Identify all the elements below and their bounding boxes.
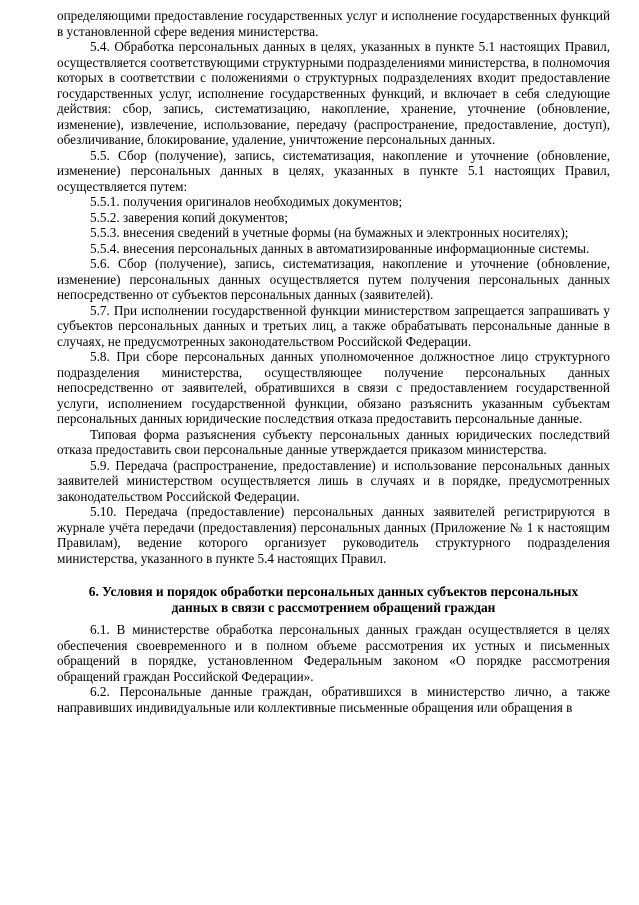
section-6-heading [57,584,610,616]
paragraph-5-8-typical-form: Типовая форма разъяснения субъекту персональных данных юридических последствий отказа предоставить свои персональные данные утверждается приказом министерства. [57,426,610,457]
paragraph-6-2: 6.2. Персональные данные граждан, обратившихся в министерство лично, а также направивших индивидуальные или коллективные письменные обращения или обращения в [57,684,610,715]
paragraph-5-5: 5.5. Сбор (получение), запись, систематизация, накопление и уточнение (обновление, изменение) персональных данных в целях, указанных в пункте 5.1 настоящих Правил, осуществляется путем: [57,147,610,194]
paragraph-5-9: 5.9. Передача (распространение, предоставление) и использование персональных данных заявителей министерством осуществляется лишь в случаях и в порядке, предусмотренных законодательством Российской Федерации. [57,457,610,504]
section-6-heading-line-2: данных в связи с рассмотрением обращений граждан [171,600,496,615]
paragraph-5-4: 5.4. Обработка персональных данных в целях, указанных в пункте 5.1 настоящих Правил, осуществляется соответствующими структурными подразделениями министерства, в полномочия которых в соответствии с положениями о структурных подразделениях входит предоставление государственных услуг, исполнение государственных функций, и включает в себя следующие действия: сбор, запись, систематизацию, накопление, хранение, уточнение (обновление, изменение), извлечение, использование, передачу (распространение, предоставление, доступ), обезличивание, блокирование, удаление, уничтожение персональных данных. [57,39,610,147]
paragraph-5-7: 5.7. При исполнении государственной функции министерством запрещается запрашивать у субъектов персональных данных и третьих лиц, а также обрабатывать персональные данные в случаях, не предусмотренных законодательством Российской Федерации. [57,302,610,349]
paragraph-continuation: определяющими предоставление государственных услуг и исполнение государственных функций в установленной сфере ведения министерства. [57,8,610,39]
subitem-5-5-4: 5.5.4. внесения персональных данных в автоматизированные информационные системы. [90,240,590,256]
paragraph-5-8: 5.8. При сборе персональных данных уполномоченное должностное лицо структурного подразделения министерства, осуществляющее получение персональных данных непосредственно от заявителей, обратившихся в связи с предоставлением государственной услуги, исполнением государственной функции, обязано разъяснить указанным субъектам персональных данных юридические последствия отказа предоставить персональные данные. [57,349,610,426]
paragraph-5-10: 5.10. Передача (предоставление) персональных данных заявителей регистрируются в журнале учёта передачи (предоставления) персональных данных (Приложение № 1 к настоящим Правилам), ведение которого организует руководитель структурного подразделения министерства, указанного в пункте 5.4 настоящих Правил. [57,504,610,566]
paragraph-5-6: 5.6. Сбор (получение), запись, систематизация, накопление и уточнение (обновление, изменение) персональных данных осуществляется путем получения персональных данных непосредственно от субъектов персональных данных (заявителей). [57,256,610,302]
paragraph-6-1: 6.1. В министерстве обработка персональных данных граждан осуществляется в целях обеспечения своевременного и в полном объеме рассмотрения их устных и письменных обращений в порядке, установленном Федеральным законом «О порядке рассмотрения обращений граждан Российской Федерации». [57,622,610,684]
subitem-5-5-2: 5.5.2. заверения копий документов; [90,209,289,225]
section-6-heading-line-1: 6. Условия и порядок обработки персональных данных субъектов персональных [88,584,579,599]
subitem-5-5-1: 5.5.1. получения оригиналов необходимых документов; [90,194,403,209]
subitem-5-5-3: 5.5.3. внесения сведений в учетные формы (на бумажных и электронных носителях); [90,225,569,240]
